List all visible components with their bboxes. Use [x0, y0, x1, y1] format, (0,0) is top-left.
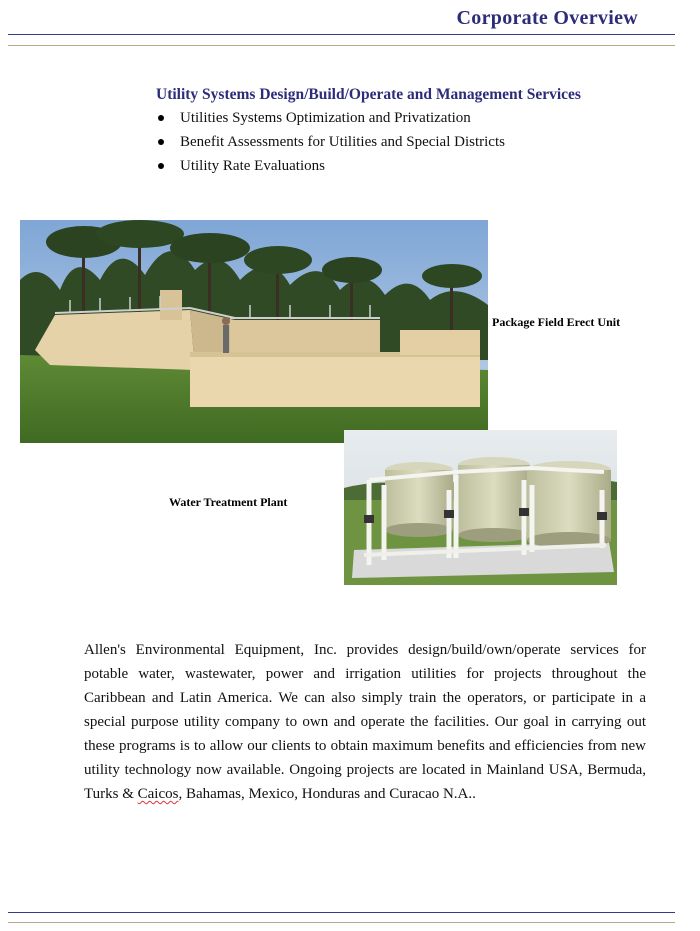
- paragraph-text-end: , Bahamas, Mexico, Honduras and Curacao N.A..: [178, 786, 476, 802]
- list-item: Utility Rate Evaluations: [156, 156, 505, 180]
- footer-rule: [8, 912, 675, 913]
- services-heading: Utility Systems Design/Build/Operate and Management Services: [156, 86, 581, 103]
- company-description: [84, 638, 646, 806]
- treatment-plant-photo: [344, 430, 617, 585]
- list-item: Utilities Systems Optimization and Privatization: [156, 108, 505, 132]
- package-unit-caption: Package Field Erect Unit: [492, 315, 621, 329]
- page-title: Corporate Overview: [456, 7, 638, 29]
- services-list: [156, 108, 505, 180]
- header-rule-secondary: [8, 45, 675, 46]
- package-unit-photo: [20, 220, 488, 443]
- footer-rule-secondary: [8, 922, 675, 923]
- header-rule: [8, 34, 675, 35]
- spellcheck-flagged-word: Caicos: [137, 786, 179, 802]
- treatment-plant-caption: Water Treatment Plant: [169, 495, 288, 509]
- list-item: Benefit Assessments for Utilities and Special Districts: [156, 132, 505, 156]
- paragraph-text: Allen's Environmental Equipment, Inc. provides design/build/own/operate services for potable water, wastewater, power and irrigation utilities for projects throughout the Caribbean and Latin America. We can also simply train the operators, or participate in a special purpose utility company to own and operate the facilities. Our goal in carrying out these programs is to allow our clients to obtain maximum benefits and efficiencies from new utility technology now available. Ongoing projects are located in Mainland USA, Bermuda, Turks &: [84, 642, 646, 802]
